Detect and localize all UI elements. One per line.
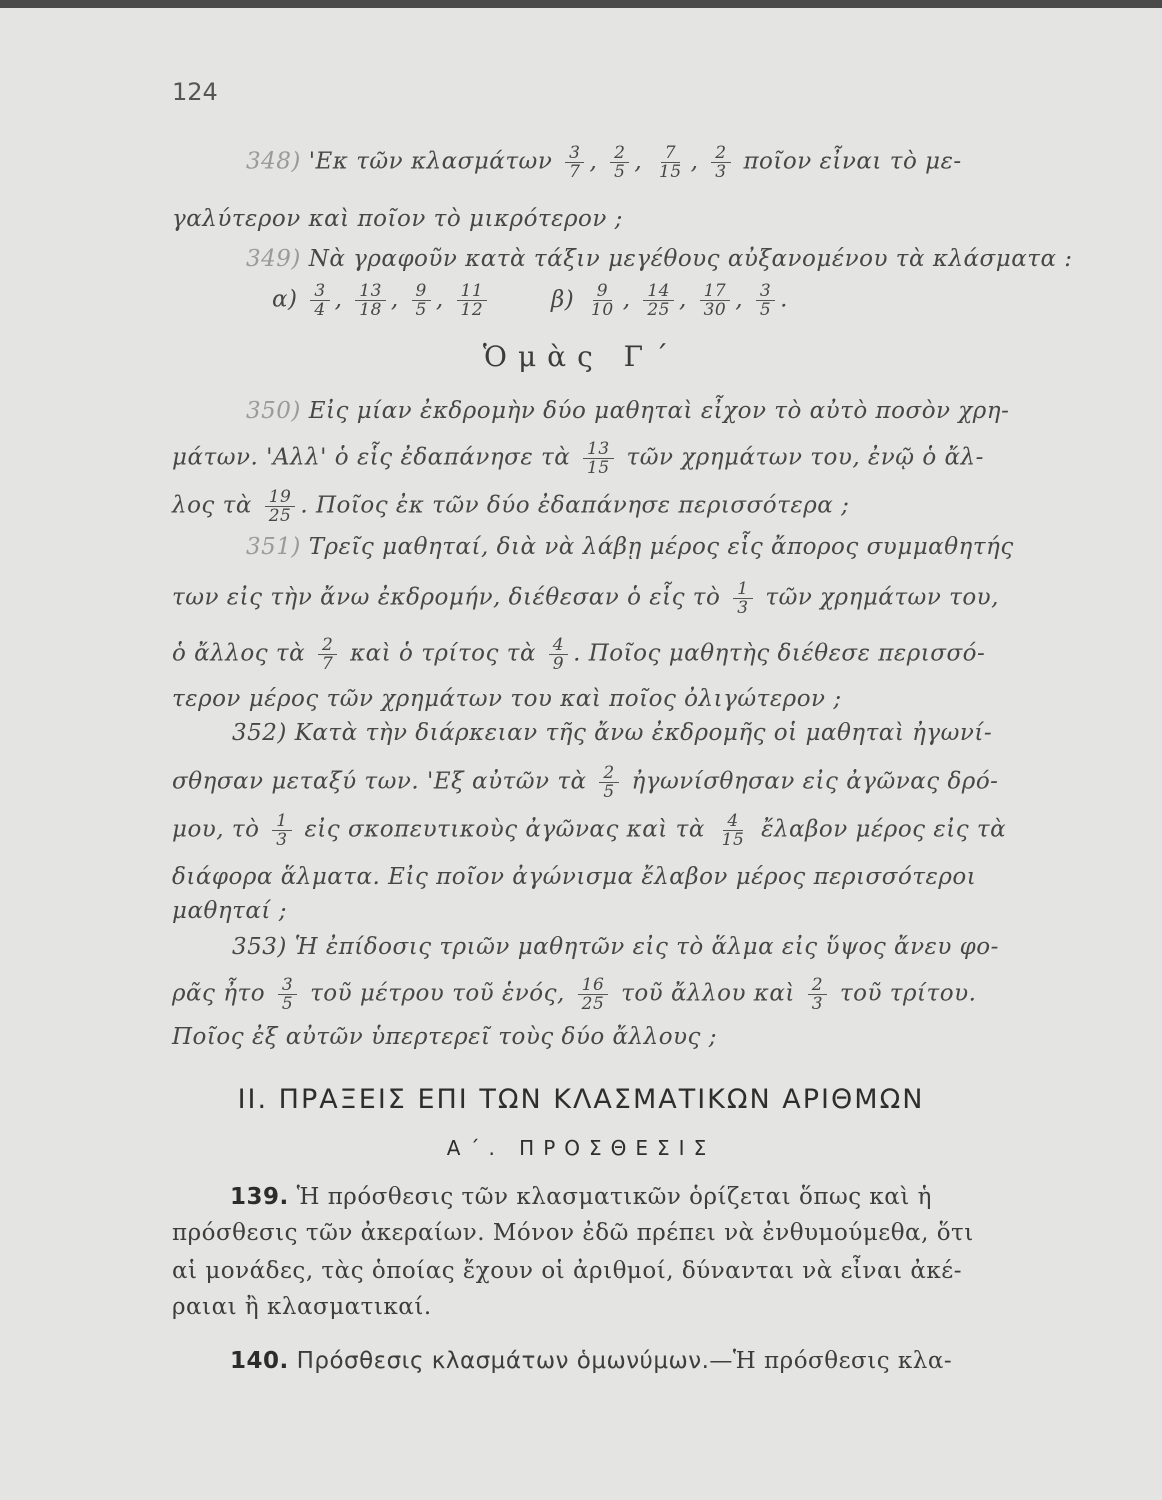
- group-title: Ὁμὰς Γ΄: [482, 340, 680, 373]
- fraction: $\frac{3}{7}$: [565, 144, 584, 181]
- exercise-348-line-2: γαλύτερον καὶ ποῖον τὸ μικρότερον ;: [172, 206, 623, 232]
- exercise-350-line-2: [172, 440, 984, 477]
- exercise-text: μάτων. 'Αλλ' ὁ εἷς ἐδαπάνησε τὰ: [172, 444, 571, 471]
- fraction: $\frac{13}{15}$: [583, 440, 614, 477]
- exercise-text: Νὰ γραφοῦν κατὰ τάξιν μεγέθους αὐξανομένου τὰ κλάσματα :: [308, 246, 1073, 272]
- exercise-text: Ἡ ἐπίδοσις τριῶν μαθητῶν εἰς τὸ ἅλμα εἰς ὕψος ἄνευ φο-: [294, 934, 999, 960]
- exercise-text: τοῦ μέτρου τοῦ ἑνός,: [310, 980, 565, 1007]
- paragraph-139-line-4: ραιαι ἢ κλασματικαί.: [172, 1294, 432, 1320]
- exercise-text: ποῖον εἶναι τὸ με-: [743, 148, 962, 175]
- exercise-text: τῶν χρημάτων του,: [765, 584, 999, 611]
- exercise-text: Κατὰ τὴν διάρκειαν τῆς ἄνω ἐκδρομῆς οἱ μαθηταὶ ἠγωνί-: [294, 720, 993, 746]
- fraction: $\frac{17}{30}$: [700, 282, 731, 319]
- fraction: $\frac{2}{3}$: [808, 976, 827, 1013]
- paragraph-heading: Πρόσθεσις κλασμάτων ὁμωνύμων.: [296, 1348, 710, 1374]
- fraction: $\frac{16}{25}$: [578, 976, 609, 1013]
- fraction: $\frac{1}{3}$: [272, 812, 291, 849]
- fraction: $\frac{2}{3}$: [711, 144, 730, 181]
- exercise-number: 353): [232, 934, 287, 960]
- paragraph-139-line-1: [230, 1184, 932, 1210]
- fraction: $\frac{4}{15}$: [721, 811, 745, 850]
- fraction: $\frac{4}{9}$: [549, 636, 568, 673]
- page-number: 124: [172, 78, 218, 106]
- fraction: $\frac{19}{25}$: [265, 488, 296, 525]
- paragraph-140-line-1: [230, 1348, 952, 1374]
- exercise-text: τῶν χρημάτων του, ἐνῷ ὁ ἄλ-: [626, 444, 984, 471]
- exercise-number: 349): [246, 246, 301, 272]
- exercise-351-line-4: τερον μέρος τῶν χρημάτων του καὶ ποῖος ὀλιγώτερον ;: [172, 686, 842, 712]
- fraction: $\frac{3}{5}$: [756, 282, 775, 319]
- fraction: $\frac{7}{15}$: [659, 143, 682, 182]
- fraction: $\frac{11}{12}$: [457, 282, 488, 319]
- fraction: $\frac{9}{5}$: [412, 282, 431, 319]
- exercise-350-line-3: [172, 488, 849, 525]
- exercise-348-line-1: 348) 'Εκ τῶν κλασμάτων $\frac{3}{7}$ , $\frac{2}{5}$ , $\frac{7}{15}$ , $\frac{2}{3}$ ποῖον εἶναι τὸ με-: [246, 143, 962, 182]
- exercise-353-line-1: [232, 934, 999, 960]
- exercise-353-line-2: [172, 976, 976, 1013]
- paragraph-139-line-3: αἱ μονάδες, τὰς ὁποίας ἔχουν οἱ ἀριθμοί, δύνανται νὰ εἶναι ἀκέ-: [172, 1258, 962, 1284]
- label-b: β): [550, 286, 575, 313]
- fraction: $\frac{13}{18}$: [355, 282, 386, 319]
- exercise-number: 351): [246, 534, 301, 560]
- exercise-349-line-1: [246, 246, 1073, 272]
- exercise-text: ἠγωνίσθησαν εἰς ἀγῶνας δρό-: [631, 768, 999, 795]
- exercise-351-line-1: [246, 534, 1014, 560]
- fraction: $\frac{3}{5}$: [278, 976, 297, 1013]
- exercise-353-line-3: Ποῖος ἐξ αὐτῶν ὑπερτερεῖ τοὺς δύο ἄλλους ;: [172, 1024, 717, 1050]
- fraction: $\frac{3}{4}$: [310, 282, 329, 319]
- exercise-text: ρᾶς ἦτο: [172, 980, 266, 1007]
- exercise-text: εἰς σκοπευτικοὺς ἀγῶνας καὶ τὰ: [304, 816, 705, 843]
- fraction: $\frac{2}{5}$: [610, 144, 629, 181]
- exercise-349-fractions: α) $\frac{3}{4}$ , $\frac{13}{18}$ , $\frac{9}{5}$ , $\frac{11}{12}$ β) $\frac{9}{10}$ , $\frac{14}{25}$ , $\frac{17}{30}$ , $\frac{3}{5}$ .: [272, 281, 788, 320]
- label-a: α): [272, 286, 298, 313]
- exercise-352-line-4: διάφορα ἅλματα. Εἰς ποῖον ἀγώνισμα ἔλαβον μέρος περισσότεροι: [172, 864, 977, 890]
- paragraph-139-line-2: πρόσθεσις τῶν ἀκεραίων. Μόνον ἐδῶ πρέπει νὰ ἐνθυμούμεθα, ὅτι: [172, 1220, 974, 1246]
- exercise-352-line-3: [172, 812, 1006, 849]
- exercise-text: των εἰς τὴν ἄνω ἐκδρομήν, διέθεσαν ὁ εἷς τὸ: [172, 584, 721, 611]
- exercise-number: 348): [246, 148, 301, 175]
- exercise-352-line-5: μαθηταί ;: [172, 898, 287, 924]
- exercise-text: ἔλαβον μέρος εἰς τὰ: [761, 816, 1007, 843]
- exercise-text: τοῦ ἄλλου καὶ: [621, 980, 795, 1007]
- paragraph-text: Ἡ πρόσθεσις τῶν κλασματικῶν ὁρίζεται ὅπως καὶ ἡ: [296, 1184, 932, 1210]
- exercise-text: ὁ ἄλλος τὰ: [172, 640, 306, 667]
- exercise-351-line-2: [172, 580, 999, 617]
- exercise-text: τοῦ τρίτου.: [839, 980, 977, 1007]
- exercise-text: . Ποῖος ἐκ τῶν δύο ἐδαπάνησε περισσότερα ;: [300, 492, 850, 519]
- exercise-352-line-1: [232, 720, 992, 746]
- exercise-text: Τρεῖς μαθηταί, διὰ νὰ λάβῃ μέρος εἷς ἄπορος συμμαθητής: [308, 534, 1014, 560]
- paragraph-number: 139.: [230, 1184, 289, 1210]
- paragraph-text: —Ἡ πρόσθεσις κλα-: [709, 1348, 953, 1374]
- exercise-number: 350): [246, 398, 301, 424]
- paragraph-number: 140.: [230, 1348, 289, 1374]
- exercise-text: μου, τὸ: [172, 816, 260, 843]
- fraction: $\frac{1}{3}$: [733, 580, 752, 617]
- fraction: $\frac{2}{5}$: [599, 764, 618, 801]
- exercise-351-line-3: [172, 636, 985, 673]
- section-title: ΙΙ. ΠΡΑΞΕΙΣ ΕΠΙ ΤΩΝ ΚΛΑΣΜΑΤΙΚΩΝ ΑΡΙΘΜΩΝ: [237, 1084, 925, 1115]
- exercise-352-line-2: [172, 764, 998, 801]
- exercise-text: καὶ ὁ τρίτος τὰ: [350, 640, 536, 667]
- subsection-title: Α΄. ΠΡΟΣΘΕΣΙΣ: [446, 1136, 716, 1160]
- exercise-number: 352): [232, 720, 287, 746]
- fraction: $\frac{14}{25}$: [643, 282, 674, 319]
- exercise-text: σθησαν μεταξύ των. 'Εξ αὐτῶν τὰ: [172, 768, 587, 795]
- exercise-text: . Ποῖος μαθητὴς διέθεσε περισσό-: [573, 640, 986, 667]
- fraction: $\frac{9}{10}$: [591, 281, 614, 320]
- exercise-text: λος τὰ: [172, 492, 252, 519]
- fraction: $\frac{2}{7}$: [318, 636, 337, 673]
- exercise-text: Εἰς μίαν ἐκδρομὴν δύο μαθηταὶ εἶχον τὸ αὐτὸ ποσὸν χρη-: [308, 398, 1010, 424]
- exercise-text: 'Εκ τῶν κλασμάτων: [308, 148, 553, 175]
- exercise-350-line-1: [246, 398, 1009, 424]
